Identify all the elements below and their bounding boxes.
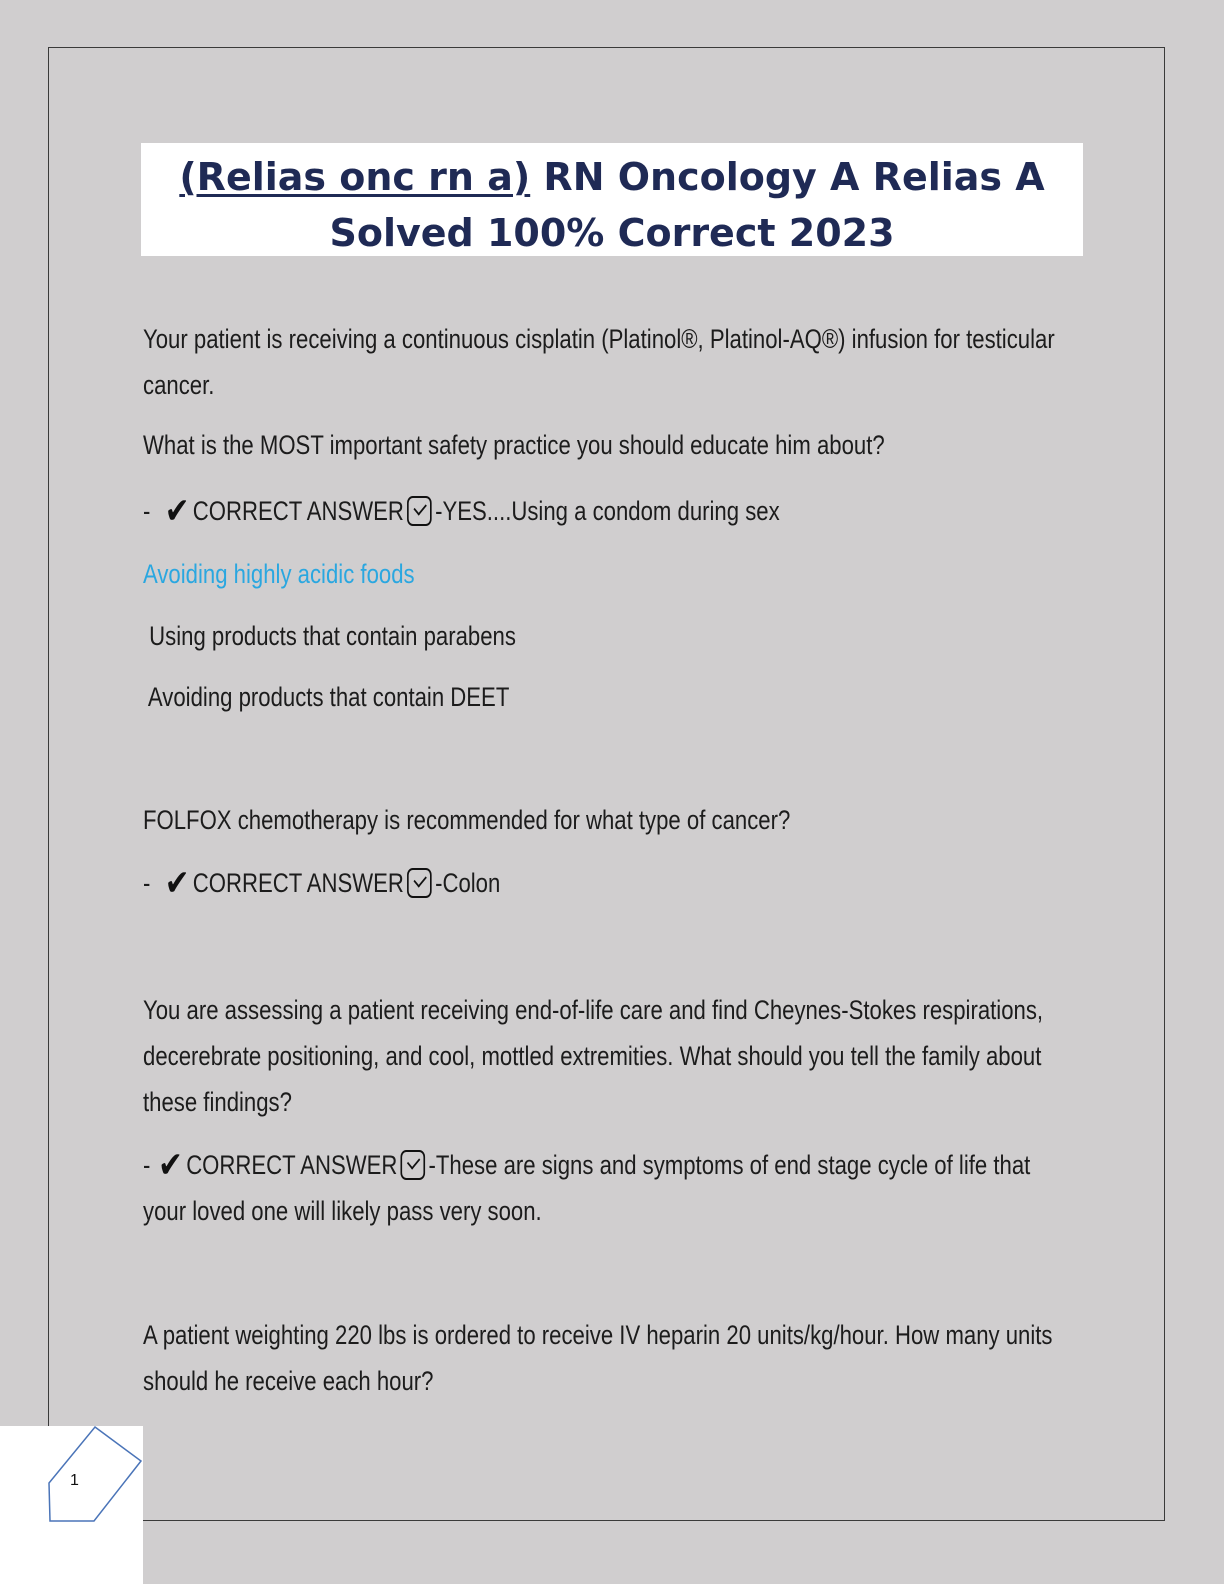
checkbox-check-icon — [407, 496, 432, 526]
question-4-text: A patient weighting 220 lbs is ordered to receive IV heparin 20 units/kg/hour. How many units should he receive each hour? — [143, 1320, 1053, 1396]
question-3-text: You are assessing a patient receiving end-of-life care and find Cheynes-Stokes respirations, decerebrate positioning, and cool, mottled extremities. What should you tell the family about these findings? — [143, 995, 1044, 1117]
heavy-check-icon: ✔ — [164, 862, 190, 903]
answer-2-line — [143, 860, 500, 906]
answer-1-text: -YES....Using a condom during sex — [435, 496, 780, 526]
answer-2-text: -Colon — [435, 868, 501, 898]
question-4 — [143, 1312, 1073, 1404]
page-border — [48, 47, 1165, 1521]
question-1-prompt-text: What is the MOST important safety practice you should educate him about? — [143, 430, 885, 460]
checkbox-check-icon — [407, 868, 432, 898]
answer-3-prefix: - — [143, 1150, 157, 1180]
question-3 — [143, 987, 1073, 1125]
answer-2-label: CORRECT ANSWER — [192, 868, 404, 898]
answer-3 — [143, 1142, 1073, 1234]
option-2 — [143, 613, 1073, 659]
heavy-check-icon: ✔ — [158, 1144, 183, 1185]
title-link[interactable]: (Relias onc rn a) — [179, 155, 531, 199]
answer-3-label: CORRECT ANSWER — [186, 1150, 398, 1180]
question-2-text: FOLFOX chemotherapy is recommended for what type of cancer? — [143, 805, 791, 835]
option-1 — [143, 551, 1073, 597]
title-line1-rest: RN Oncology A Relias A — [530, 155, 1045, 199]
page-number-diamond-icon — [48, 1425, 143, 1522]
option-3 — [143, 674, 1073, 720]
question-2 — [143, 797, 1073, 843]
option-2-text: Using products that contain parabens — [143, 621, 516, 651]
question-1-text: Your patient is receiving a continuous cisplatin (Platinol®, Platinol-AQ®) infusion for testicular cancer. — [143, 324, 1055, 400]
heavy-check-icon: ✔ — [164, 490, 190, 531]
answer-1-prefix: - — [143, 496, 157, 526]
answer-1-label: CORRECT ANSWER — [192, 496, 404, 526]
checkbox-check-icon — [401, 1150, 426, 1180]
option-1-text: Avoiding highly acidic foods — [143, 559, 415, 589]
answer-3-line — [143, 1142, 1074, 1234]
answer-2-prefix: - — [143, 868, 157, 898]
question-1-prompt — [143, 422, 1073, 468]
answer-1 — [143, 488, 1073, 534]
page-number: 1 — [70, 1472, 79, 1489]
question-1 — [143, 316, 1073, 408]
answer-2 — [143, 860, 1073, 906]
document-title — [141, 143, 1083, 256]
answer-1-line — [143, 488, 780, 534]
title-line2: Solved 100% Correct 2023 — [329, 211, 895, 255]
option-3-text: Avoiding products that contain DEET — [143, 682, 510, 712]
answer-3-text: -These are signs and symptoms of end stage cycle of life that your loved one will likely pass very soon. — [143, 1150, 1031, 1226]
